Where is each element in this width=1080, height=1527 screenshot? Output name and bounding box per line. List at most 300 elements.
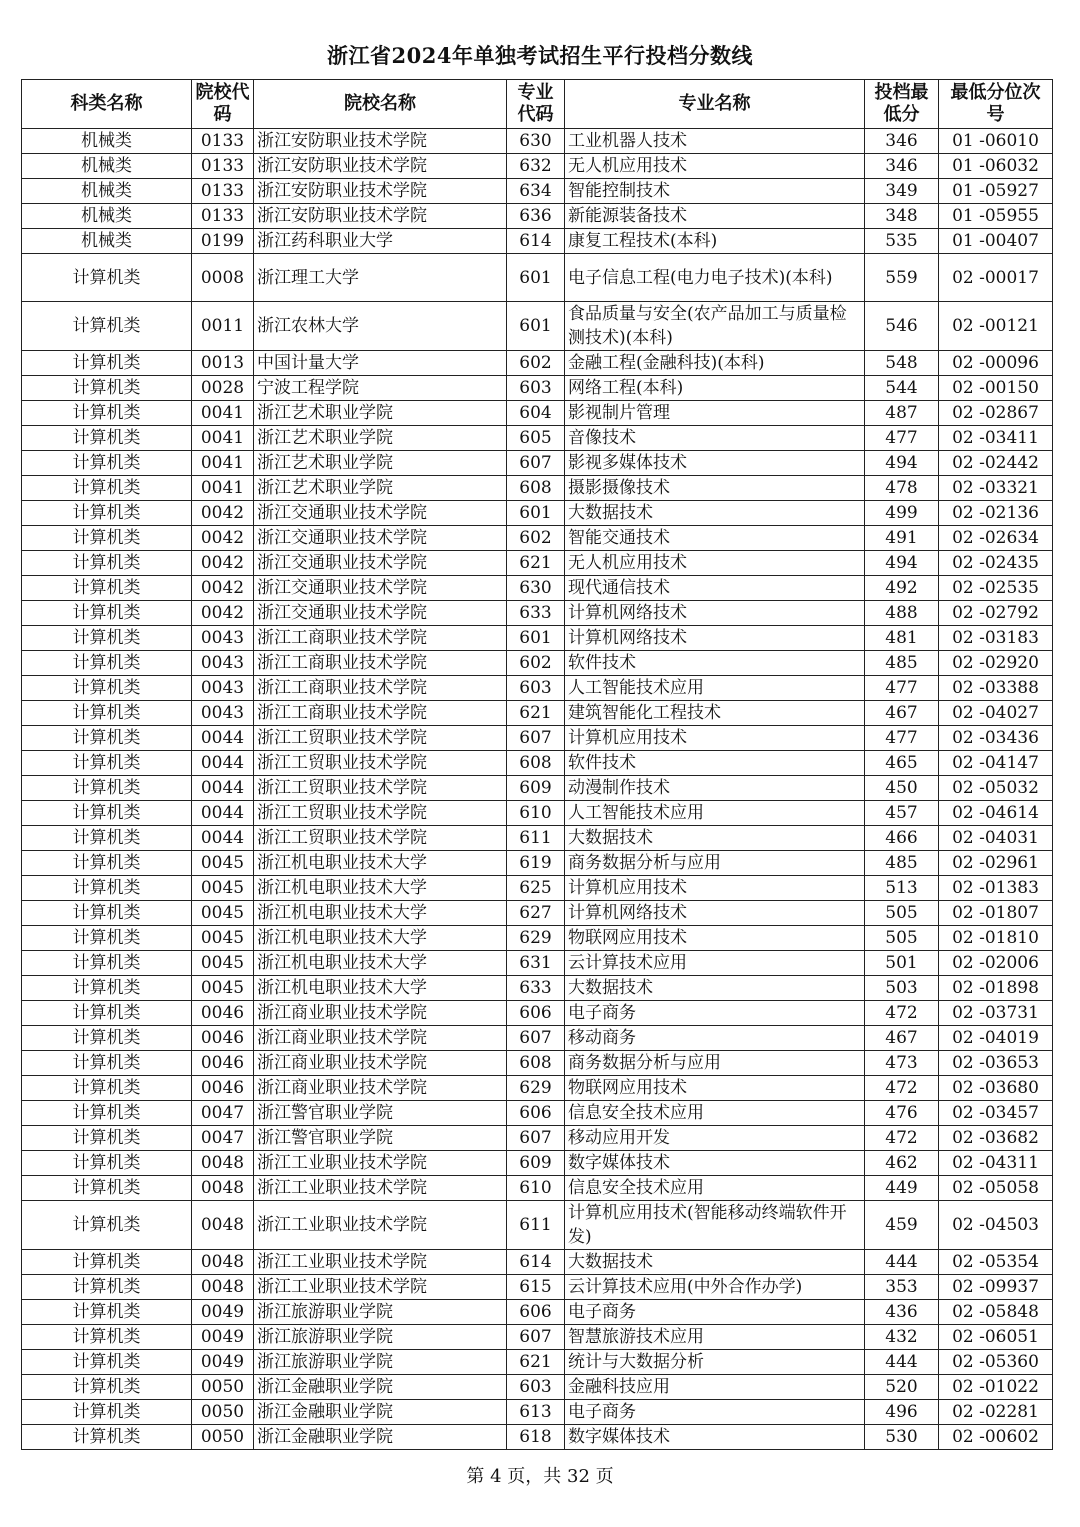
table-row bbox=[22, 876, 1053, 901]
cell-category: 计算机类 bbox=[22, 826, 192, 851]
cell-major-code: 602 bbox=[507, 526, 565, 551]
cell-school-code: 0049 bbox=[192, 1325, 254, 1350]
cell-major-name: 大数据技术 bbox=[565, 501, 865, 526]
cell-major-name: 智能交通技术 bbox=[565, 526, 865, 551]
cell-min-rank: 02 -01898 bbox=[939, 976, 1053, 1001]
cell-school-name: 浙江艺术职业学院 bbox=[254, 401, 507, 426]
cell-major-code: 607 bbox=[507, 1026, 565, 1051]
table-row bbox=[22, 179, 1053, 204]
table-row bbox=[22, 601, 1053, 626]
cell-major-code: 607 bbox=[507, 451, 565, 476]
cell-major-code: 625 bbox=[507, 876, 565, 901]
cell-category: 计算机类 bbox=[22, 1051, 192, 1076]
cell-min-rank: 01 -00407 bbox=[939, 229, 1053, 254]
table-row bbox=[22, 1300, 1053, 1325]
cell-major-name: 云计算技术应用(中外合作办学) bbox=[565, 1275, 865, 1300]
table-row bbox=[22, 726, 1053, 751]
cell-min-rank: 02 -00017 bbox=[939, 254, 1053, 302]
table-row bbox=[22, 1325, 1053, 1350]
cell-category: 计算机类 bbox=[22, 876, 192, 901]
cell-school-code: 0041 bbox=[192, 451, 254, 476]
cell-school-name: 浙江工贸职业技术学院 bbox=[254, 801, 507, 826]
table-row bbox=[22, 351, 1053, 376]
cell-school-name: 浙江旅游职业学院 bbox=[254, 1325, 507, 1350]
cell-school-name: 浙江工贸职业技术学院 bbox=[254, 826, 507, 851]
cell-major-name: 统计与大数据分析 bbox=[565, 1350, 865, 1375]
cell-category: 计算机类 bbox=[22, 676, 192, 701]
cell-major-name: 大数据技术 bbox=[565, 1250, 865, 1275]
cell-min-rank: 02 -03183 bbox=[939, 626, 1053, 651]
cell-min-score: 432 bbox=[865, 1325, 939, 1350]
cell-major-code: 614 bbox=[507, 229, 565, 254]
cell-category: 计算机类 bbox=[22, 302, 192, 351]
cell-school-name: 浙江交通职业技术学院 bbox=[254, 526, 507, 551]
table-row bbox=[22, 751, 1053, 776]
cell-min-score: 478 bbox=[865, 476, 939, 501]
cell-major-name: 无人机应用技术 bbox=[565, 154, 865, 179]
cell-min-rank: 02 -04614 bbox=[939, 801, 1053, 826]
cell-school-code: 0050 bbox=[192, 1400, 254, 1425]
cell-min-rank: 01 -05955 bbox=[939, 204, 1053, 229]
cell-school-code: 0049 bbox=[192, 1300, 254, 1325]
cell-major-name: 摄影摄像技术 bbox=[565, 476, 865, 501]
cell-major-code: 630 bbox=[507, 129, 565, 154]
cell-school-code: 0044 bbox=[192, 801, 254, 826]
cell-min-rank: 02 -01810 bbox=[939, 926, 1053, 951]
table-row bbox=[22, 204, 1053, 229]
cell-min-rank: 02 -00602 bbox=[939, 1425, 1053, 1450]
table-row bbox=[22, 476, 1053, 501]
cell-school-code: 0011 bbox=[192, 302, 254, 351]
cell-major-name: 计算机网络技术 bbox=[565, 626, 865, 651]
cell-school-name: 浙江工商职业技术学院 bbox=[254, 651, 507, 676]
cell-min-score: 520 bbox=[865, 1375, 939, 1400]
cell-major-name: 影视多媒体技术 bbox=[565, 451, 865, 476]
table-row bbox=[22, 626, 1053, 651]
table-row bbox=[22, 951, 1053, 976]
cell-school-name: 浙江工业职业技术学院 bbox=[254, 1151, 507, 1176]
cell-school-code: 0044 bbox=[192, 826, 254, 851]
cell-major-code: 610 bbox=[507, 1176, 565, 1201]
score-table bbox=[21, 79, 1053, 1450]
cell-min-score: 513 bbox=[865, 876, 939, 901]
cell-min-rank: 02 -03411 bbox=[939, 426, 1053, 451]
cell-school-name: 浙江机电职业技术大学 bbox=[254, 901, 507, 926]
cell-min-score: 476 bbox=[865, 1101, 939, 1126]
cell-min-score: 535 bbox=[865, 229, 939, 254]
cell-min-rank: 02 -02006 bbox=[939, 951, 1053, 976]
cell-min-score: 346 bbox=[865, 129, 939, 154]
cell-category: 计算机类 bbox=[22, 1250, 192, 1275]
cell-category: 机械类 bbox=[22, 154, 192, 179]
cell-school-code: 0028 bbox=[192, 376, 254, 401]
cell-min-score: 487 bbox=[865, 401, 939, 426]
header-min-score: 投档最低分 bbox=[865, 80, 939, 129]
cell-major-name: 智慧旅游技术应用 bbox=[565, 1325, 865, 1350]
cell-min-rank: 01 -06010 bbox=[939, 129, 1053, 154]
cell-min-score: 488 bbox=[865, 601, 939, 626]
cell-school-name: 中国计量大学 bbox=[254, 351, 507, 376]
cell-major-name: 计算机网络技术 bbox=[565, 901, 865, 926]
cell-major-name: 影视制片管理 bbox=[565, 401, 865, 426]
cell-category: 计算机类 bbox=[22, 1076, 192, 1101]
cell-min-rank: 02 -03436 bbox=[939, 726, 1053, 751]
cell-min-rank: 02 -02136 bbox=[939, 501, 1053, 526]
cell-category: 计算机类 bbox=[22, 1101, 192, 1126]
table-row bbox=[22, 451, 1053, 476]
cell-category: 机械类 bbox=[22, 179, 192, 204]
cell-category: 计算机类 bbox=[22, 254, 192, 302]
cell-min-score: 462 bbox=[865, 1151, 939, 1176]
table-row bbox=[22, 376, 1053, 401]
cell-min-score: 477 bbox=[865, 726, 939, 751]
cell-major-code: 613 bbox=[507, 1400, 565, 1425]
table-row bbox=[22, 229, 1053, 254]
cell-school-code: 0043 bbox=[192, 626, 254, 651]
cell-major-name: 商务数据分析与应用 bbox=[565, 1051, 865, 1076]
cell-major-name: 软件技术 bbox=[565, 751, 865, 776]
cell-min-score: 473 bbox=[865, 1051, 939, 1076]
cell-category: 计算机类 bbox=[22, 1300, 192, 1325]
table-row bbox=[22, 1051, 1053, 1076]
cell-category: 计算机类 bbox=[22, 1151, 192, 1176]
table-row bbox=[22, 1001, 1053, 1026]
cell-min-score: 485 bbox=[865, 851, 939, 876]
cell-school-code: 0046 bbox=[192, 1076, 254, 1101]
cell-school-name: 浙江金融职业学院 bbox=[254, 1375, 507, 1400]
cell-major-code: 609 bbox=[507, 776, 565, 801]
cell-major-code: 607 bbox=[507, 1325, 565, 1350]
cell-min-score: 472 bbox=[865, 1001, 939, 1026]
cell-school-name: 浙江旅游职业学院 bbox=[254, 1350, 507, 1375]
cell-major-code: 619 bbox=[507, 851, 565, 876]
cell-school-name: 浙江工业职业技术学院 bbox=[254, 1250, 507, 1275]
cell-school-name: 浙江艺术职业学院 bbox=[254, 476, 507, 501]
cell-major-name: 云计算技术应用 bbox=[565, 951, 865, 976]
cell-school-code: 0043 bbox=[192, 701, 254, 726]
cell-category: 计算机类 bbox=[22, 951, 192, 976]
cell-major-name: 信息安全技术应用 bbox=[565, 1101, 865, 1126]
cell-category: 计算机类 bbox=[22, 1126, 192, 1151]
cell-category: 计算机类 bbox=[22, 1201, 192, 1250]
cell-school-name: 浙江工业职业技术学院 bbox=[254, 1201, 507, 1250]
table-row bbox=[22, 426, 1053, 451]
cell-min-score: 503 bbox=[865, 976, 939, 1001]
cell-major-name: 移动商务 bbox=[565, 1026, 865, 1051]
cell-category: 计算机类 bbox=[22, 526, 192, 551]
cell-school-code: 0045 bbox=[192, 951, 254, 976]
cell-major-code: 621 bbox=[507, 551, 565, 576]
cell-min-score: 346 bbox=[865, 154, 939, 179]
table-row bbox=[22, 1151, 1053, 1176]
table-row bbox=[22, 1250, 1053, 1275]
cell-school-code: 0046 bbox=[192, 1051, 254, 1076]
cell-major-code: 611 bbox=[507, 1201, 565, 1250]
cell-school-code: 0045 bbox=[192, 851, 254, 876]
page-title: 浙江省2024年单独考试招生平行投档分数线 bbox=[327, 43, 753, 68]
cell-major-name: 软件技术 bbox=[565, 651, 865, 676]
cell-min-score: 349 bbox=[865, 179, 939, 204]
cell-school-name: 浙江理工大学 bbox=[254, 254, 507, 302]
cell-min-score: 548 bbox=[865, 351, 939, 376]
cell-category: 计算机类 bbox=[22, 476, 192, 501]
cell-min-score: 472 bbox=[865, 1076, 939, 1101]
cell-major-code: 621 bbox=[507, 701, 565, 726]
cell-school-code: 0008 bbox=[192, 254, 254, 302]
cell-school-name: 浙江艺术职业学院 bbox=[254, 451, 507, 476]
cell-school-name: 浙江农林大学 bbox=[254, 302, 507, 351]
cell-major-code: 632 bbox=[507, 154, 565, 179]
table-row bbox=[22, 576, 1053, 601]
cell-category: 计算机类 bbox=[22, 801, 192, 826]
cell-min-score: 436 bbox=[865, 1300, 939, 1325]
cell-major-code: 605 bbox=[507, 426, 565, 451]
cell-category: 计算机类 bbox=[22, 1001, 192, 1026]
table-row bbox=[22, 401, 1053, 426]
cell-min-rank: 02 -00096 bbox=[939, 351, 1053, 376]
cell-school-name: 浙江工商职业技术学院 bbox=[254, 676, 507, 701]
cell-category: 计算机类 bbox=[22, 351, 192, 376]
cell-school-code: 0048 bbox=[192, 1176, 254, 1201]
cell-school-code: 0044 bbox=[192, 751, 254, 776]
cell-min-score: 559 bbox=[865, 254, 939, 302]
cell-min-rank: 02 -05354 bbox=[939, 1250, 1053, 1275]
cell-school-code: 0043 bbox=[192, 676, 254, 701]
cell-min-score: 457 bbox=[865, 801, 939, 826]
cell-school-name: 浙江金融职业学院 bbox=[254, 1425, 507, 1450]
cell-major-name: 信息安全技术应用 bbox=[565, 1176, 865, 1201]
cell-min-score: 449 bbox=[865, 1176, 939, 1201]
cell-min-rank: 02 -02792 bbox=[939, 601, 1053, 626]
cell-min-score: 496 bbox=[865, 1400, 939, 1425]
table-row bbox=[22, 1425, 1053, 1450]
cell-category: 机械类 bbox=[22, 229, 192, 254]
cell-school-code: 0133 bbox=[192, 179, 254, 204]
table-row bbox=[22, 1026, 1053, 1051]
cell-major-name: 建筑智能化工程技术 bbox=[565, 701, 865, 726]
cell-school-name: 浙江机电职业技术大学 bbox=[254, 951, 507, 976]
cell-school-name: 浙江商业职业技术学院 bbox=[254, 1076, 507, 1101]
cell-min-rank: 02 -04147 bbox=[939, 751, 1053, 776]
cell-min-score: 485 bbox=[865, 651, 939, 676]
cell-major-code: 601 bbox=[507, 626, 565, 651]
cell-school-name: 浙江安防职业技术学院 bbox=[254, 204, 507, 229]
cell-school-name: 浙江安防职业技术学院 bbox=[254, 129, 507, 154]
table-row bbox=[22, 976, 1053, 1001]
cell-min-rank: 02 -04031 bbox=[939, 826, 1053, 851]
table-row bbox=[22, 1275, 1053, 1300]
cell-min-rank: 02 -04027 bbox=[939, 701, 1053, 726]
cell-school-code: 0041 bbox=[192, 401, 254, 426]
cell-min-rank: 02 -05058 bbox=[939, 1176, 1053, 1201]
cell-major-code: 608 bbox=[507, 476, 565, 501]
cell-major-code: 602 bbox=[507, 351, 565, 376]
cell-min-rank: 02 -03457 bbox=[939, 1101, 1053, 1126]
cell-major-code: 604 bbox=[507, 401, 565, 426]
cell-major-code: 627 bbox=[507, 901, 565, 926]
cell-min-score: 465 bbox=[865, 751, 939, 776]
cell-school-code: 0047 bbox=[192, 1101, 254, 1126]
header-row bbox=[22, 80, 1053, 129]
cell-major-name: 音像技术 bbox=[565, 426, 865, 451]
cell-school-code: 0050 bbox=[192, 1375, 254, 1400]
cell-min-score: 499 bbox=[865, 501, 939, 526]
cell-major-code: 631 bbox=[507, 951, 565, 976]
cell-major-code: 610 bbox=[507, 801, 565, 826]
cell-school-code: 0048 bbox=[192, 1250, 254, 1275]
page-footer: 第 4 页，共 32 页 bbox=[466, 1466, 614, 1487]
table-row bbox=[22, 851, 1053, 876]
cell-category: 计算机类 bbox=[22, 901, 192, 926]
cell-min-rank: 02 -03388 bbox=[939, 676, 1053, 701]
cell-major-code: 615 bbox=[507, 1275, 565, 1300]
cell-major-name: 计算机应用技术 bbox=[565, 726, 865, 751]
cell-school-code: 0048 bbox=[192, 1151, 254, 1176]
cell-min-score: 491 bbox=[865, 526, 939, 551]
cell-category: 计算机类 bbox=[22, 1325, 192, 1350]
cell-category: 计算机类 bbox=[22, 401, 192, 426]
cell-school-code: 0042 bbox=[192, 501, 254, 526]
cell-school-code: 0042 bbox=[192, 601, 254, 626]
cell-major-name: 人工智能技术应用 bbox=[565, 676, 865, 701]
cell-major-name: 人工智能技术应用 bbox=[565, 801, 865, 826]
cell-min-score: 348 bbox=[865, 204, 939, 229]
cell-major-name: 商务数据分析与应用 bbox=[565, 851, 865, 876]
cell-min-score: 501 bbox=[865, 951, 939, 976]
cell-min-score: 450 bbox=[865, 776, 939, 801]
cell-min-rank: 02 -03653 bbox=[939, 1051, 1053, 1076]
cell-school-name: 浙江机电职业技术大学 bbox=[254, 926, 507, 951]
table-row bbox=[22, 501, 1053, 526]
table-row bbox=[22, 651, 1053, 676]
cell-category: 计算机类 bbox=[22, 376, 192, 401]
cell-min-score: 494 bbox=[865, 451, 939, 476]
cell-major-code: 618 bbox=[507, 1425, 565, 1450]
cell-major-code: 633 bbox=[507, 601, 565, 626]
cell-min-score: 459 bbox=[865, 1201, 939, 1250]
cell-major-name: 物联网应用技术 bbox=[565, 1076, 865, 1101]
cell-major-code: 629 bbox=[507, 926, 565, 951]
cell-category: 计算机类 bbox=[22, 501, 192, 526]
cell-school-name: 浙江机电职业技术大学 bbox=[254, 851, 507, 876]
cell-category: 计算机类 bbox=[22, 576, 192, 601]
cell-major-code: 601 bbox=[507, 501, 565, 526]
cell-school-name: 浙江交通职业技术学院 bbox=[254, 551, 507, 576]
cell-min-rank: 02 -04503 bbox=[939, 1201, 1053, 1250]
cell-major-name: 计算机应用技术(智能移动终端软件开发) bbox=[565, 1201, 865, 1250]
cell-min-rank: 02 -09937 bbox=[939, 1275, 1053, 1300]
cell-major-name: 金融科技应用 bbox=[565, 1375, 865, 1400]
cell-school-code: 0045 bbox=[192, 901, 254, 926]
cell-min-score: 492 bbox=[865, 576, 939, 601]
cell-school-name: 浙江商业职业技术学院 bbox=[254, 1051, 507, 1076]
cell-min-score: 472 bbox=[865, 1126, 939, 1151]
cell-min-score: 505 bbox=[865, 901, 939, 926]
cell-major-code: 601 bbox=[507, 302, 565, 351]
cell-major-name: 移动应用开发 bbox=[565, 1126, 865, 1151]
cell-category: 计算机类 bbox=[22, 551, 192, 576]
cell-min-rank: 02 -03680 bbox=[939, 1076, 1053, 1101]
cell-category: 计算机类 bbox=[22, 1375, 192, 1400]
cell-school-code: 0045 bbox=[192, 976, 254, 1001]
cell-major-code: 609 bbox=[507, 1151, 565, 1176]
cell-min-score: 505 bbox=[865, 926, 939, 951]
cell-major-code: 629 bbox=[507, 1076, 565, 1101]
cell-major-code: 603 bbox=[507, 1375, 565, 1400]
cell-min-rank: 01 -06032 bbox=[939, 154, 1053, 179]
cell-school-name: 浙江交通职业技术学院 bbox=[254, 601, 507, 626]
cell-major-code: 636 bbox=[507, 204, 565, 229]
cell-min-rank: 01 -05927 bbox=[939, 179, 1053, 204]
cell-min-rank: 02 -04019 bbox=[939, 1026, 1053, 1051]
cell-major-code: 634 bbox=[507, 179, 565, 204]
cell-category: 计算机类 bbox=[22, 1176, 192, 1201]
cell-major-name: 现代通信技术 bbox=[565, 576, 865, 601]
cell-school-name: 浙江警官职业学院 bbox=[254, 1101, 507, 1126]
cell-category: 计算机类 bbox=[22, 726, 192, 751]
cell-major-name: 电子商务 bbox=[565, 1300, 865, 1325]
cell-min-score: 494 bbox=[865, 551, 939, 576]
cell-category: 机械类 bbox=[22, 204, 192, 229]
cell-category: 计算机类 bbox=[22, 1425, 192, 1450]
cell-major-code: 621 bbox=[507, 1350, 565, 1375]
cell-school-code: 0045 bbox=[192, 926, 254, 951]
cell-school-code: 0041 bbox=[192, 476, 254, 501]
cell-category: 计算机类 bbox=[22, 651, 192, 676]
cell-category: 计算机类 bbox=[22, 626, 192, 651]
cell-min-rank: 02 -02961 bbox=[939, 851, 1053, 876]
cell-school-name: 浙江工贸职业技术学院 bbox=[254, 726, 507, 751]
header-min-rank: 最低分位次号 bbox=[939, 80, 1053, 129]
cell-major-name: 网络工程(本科) bbox=[565, 376, 865, 401]
cell-category: 计算机类 bbox=[22, 701, 192, 726]
cell-min-rank: 02 -02442 bbox=[939, 451, 1053, 476]
cell-min-score: 481 bbox=[865, 626, 939, 651]
cell-min-rank: 02 -03321 bbox=[939, 476, 1053, 501]
cell-school-name: 浙江工商职业技术学院 bbox=[254, 626, 507, 651]
cell-major-code: 603 bbox=[507, 376, 565, 401]
cell-category: 计算机类 bbox=[22, 751, 192, 776]
cell-school-name: 浙江安防职业技术学院 bbox=[254, 154, 507, 179]
cell-school-name: 浙江工业职业技术学院 bbox=[254, 1176, 507, 1201]
cell-school-name: 浙江旅游职业学院 bbox=[254, 1300, 507, 1325]
cell-min-score: 467 bbox=[865, 1026, 939, 1051]
cell-min-rank: 02 -05848 bbox=[939, 1300, 1053, 1325]
table-row bbox=[22, 926, 1053, 951]
cell-major-name: 动漫制作技术 bbox=[565, 776, 865, 801]
header-school-name: 院校名称 bbox=[254, 80, 507, 129]
cell-school-name: 宁波工程学院 bbox=[254, 376, 507, 401]
cell-category: 计算机类 bbox=[22, 1400, 192, 1425]
cell-category: 计算机类 bbox=[22, 976, 192, 1001]
header-school-code: 院校代码 bbox=[192, 80, 254, 129]
cell-school-code: 0133 bbox=[192, 129, 254, 154]
table-row bbox=[22, 154, 1053, 179]
cell-school-code: 0042 bbox=[192, 576, 254, 601]
table-row bbox=[22, 1350, 1053, 1375]
cell-major-code: 608 bbox=[507, 751, 565, 776]
cell-school-code: 0133 bbox=[192, 154, 254, 179]
header-category: 科类名称 bbox=[22, 80, 192, 129]
cell-major-name: 数字媒体技术 bbox=[565, 1151, 865, 1176]
cell-min-score: 544 bbox=[865, 376, 939, 401]
cell-major-name: 数字媒体技术 bbox=[565, 1425, 865, 1450]
cell-school-name: 浙江金融职业学院 bbox=[254, 1400, 507, 1425]
cell-school-code: 0042 bbox=[192, 526, 254, 551]
table-row bbox=[22, 1176, 1053, 1201]
cell-min-rank: 02 -02281 bbox=[939, 1400, 1053, 1425]
cell-school-code: 0041 bbox=[192, 426, 254, 451]
